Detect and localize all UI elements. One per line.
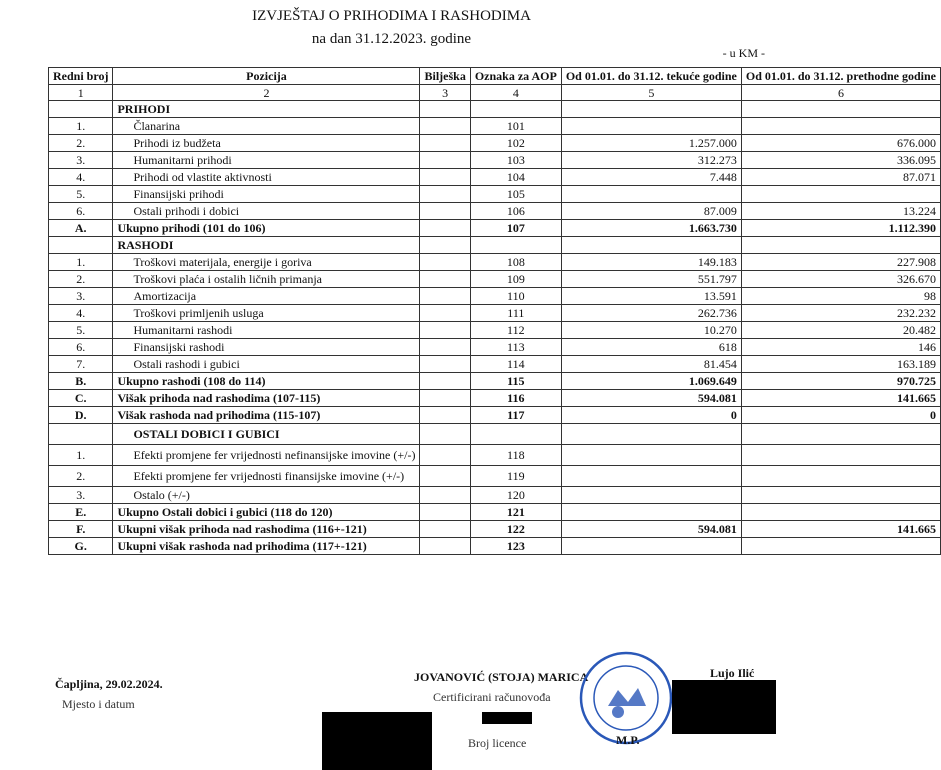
row-aop: 114 (470, 356, 561, 373)
row-aop: 102 (470, 135, 561, 152)
table-body (49, 101, 941, 555)
row-note (420, 288, 470, 305)
row-number: G. (49, 538, 113, 555)
accountant-name: JOVANOVIĆ (STOJA) MARICA (414, 670, 589, 684)
row-previous-year (741, 101, 940, 118)
currency-unit: - u KM - (722, 46, 765, 60)
row-previous-year: 163.189 (741, 356, 940, 373)
row-position: Troškovi plaća i ostalih ličnih primanja (113, 271, 420, 288)
row-aop: 108 (470, 254, 561, 271)
table-row (49, 538, 941, 555)
row-previous-year (741, 504, 940, 521)
row-position: Ostali prihodi i dobici (113, 203, 420, 220)
row-number: 6. (49, 339, 113, 356)
row-position: Amortizacija (113, 288, 420, 305)
row-current-year: 87.009 (561, 203, 741, 220)
row-position: Efekti promjene fer vrijednosti nefinansijske imovine (+/-) (113, 445, 420, 466)
row-note (420, 152, 470, 169)
row-number: 3. (49, 152, 113, 169)
row-note (420, 220, 470, 237)
row-position: Finansijski rashodi (113, 339, 420, 356)
col-header-current-year: Od 01.01. do 31.12. tekuće godine (561, 68, 741, 85)
table-row (49, 152, 941, 169)
row-previous-year (741, 445, 940, 466)
director-name: Lujo Ilić (710, 666, 755, 680)
table-row (49, 445, 941, 466)
row-current-year: 618 (561, 339, 741, 356)
row-number: 4. (49, 169, 113, 186)
row-current-year: 594.081 (561, 521, 741, 538)
row-note (420, 271, 470, 288)
table-row (49, 101, 941, 118)
row-aop: 105 (470, 186, 561, 203)
table-row (49, 135, 941, 152)
row-current-year: 551.797 (561, 271, 741, 288)
row-aop: 104 (470, 169, 561, 186)
table-row (49, 288, 941, 305)
col-number: 5 (561, 85, 741, 101)
row-position: Višak prihoda nad rashodima (107-115) (113, 390, 420, 407)
row-previous-year (741, 466, 940, 487)
table-row (49, 203, 941, 220)
row-note (420, 407, 470, 424)
table-row (49, 390, 941, 407)
row-number: 1. (49, 118, 113, 135)
row-previous-year: 970.725 (741, 373, 940, 390)
table-header-row (49, 68, 941, 85)
row-current-year (561, 118, 741, 135)
row-previous-year: 1.112.390 (741, 220, 940, 237)
row-note (420, 504, 470, 521)
row-position: Ukupno prihodi (101 do 106) (113, 220, 420, 237)
row-aop: 118 (470, 445, 561, 466)
row-note (420, 487, 470, 504)
row-note (420, 390, 470, 407)
table-row (49, 322, 941, 339)
table-row (49, 424, 941, 445)
row-current-year (561, 424, 741, 445)
row-aop: 120 (470, 487, 561, 504)
col-number: 2 (113, 85, 420, 101)
row-current-year: 0 (561, 407, 741, 424)
row-current-year: 1.257.000 (561, 135, 741, 152)
row-number: 1. (49, 254, 113, 271)
row-previous-year: 141.665 (741, 521, 940, 538)
row-previous-year: 336.095 (741, 152, 940, 169)
row-position: Ostali rashodi i gubici (113, 356, 420, 373)
row-note (420, 203, 470, 220)
row-number (49, 237, 113, 254)
col-header-note: Bilješka (420, 68, 470, 85)
row-aop: 112 (470, 322, 561, 339)
table-row (49, 254, 941, 271)
table-row (49, 118, 941, 135)
row-previous-year: 13.224 (741, 203, 940, 220)
row-position: Troškovi materijala, energije i goriva (113, 254, 420, 271)
table-row (49, 271, 941, 288)
row-aop (470, 101, 561, 118)
row-note (420, 445, 470, 466)
row-aop: 122 (470, 521, 561, 538)
row-previous-year: 146 (741, 339, 940, 356)
row-note (420, 424, 470, 445)
row-current-year (561, 445, 741, 466)
row-position: Efekti promjene fer vrijednosti finansijske imovine (+/-) (113, 466, 420, 487)
row-note (420, 538, 470, 555)
row-current-year: 13.591 (561, 288, 741, 305)
row-number (49, 101, 113, 118)
row-previous-year (741, 186, 940, 203)
row-aop: 103 (470, 152, 561, 169)
row-previous-year: 232.232 (741, 305, 940, 322)
row-aop: 107 (470, 220, 561, 237)
col-number: 1 (49, 85, 113, 101)
table-row (49, 339, 941, 356)
row-number: 3. (49, 487, 113, 504)
row-number: 3. (49, 288, 113, 305)
row-previous-year: 326.670 (741, 271, 940, 288)
row-note (420, 322, 470, 339)
row-note (420, 356, 470, 373)
row-note (420, 169, 470, 186)
col-number: 4 (470, 85, 561, 101)
row-current-year (561, 538, 741, 555)
row-aop: 106 (470, 203, 561, 220)
row-previous-year (741, 487, 940, 504)
row-aop: 110 (470, 288, 561, 305)
row-number: B. (49, 373, 113, 390)
row-number (49, 424, 113, 445)
row-current-year: 1.069.649 (561, 373, 741, 390)
row-note (420, 101, 470, 118)
mp-label: M.P. (616, 733, 640, 747)
row-aop: 101 (470, 118, 561, 135)
col-number: 6 (741, 85, 940, 101)
row-previous-year: 20.482 (741, 322, 940, 339)
row-aop: 119 (470, 466, 561, 487)
row-note (420, 135, 470, 152)
row-previous-year: 141.665 (741, 390, 940, 407)
club-stamp (578, 650, 674, 746)
row-number: F. (49, 521, 113, 538)
column-number-row (49, 85, 941, 101)
table-row (49, 373, 941, 390)
row-current-year: 594.081 (561, 390, 741, 407)
row-previous-year (741, 538, 940, 555)
table-row (49, 237, 941, 254)
row-number: 6. (49, 203, 113, 220)
row-current-year: 81.454 (561, 356, 741, 373)
row-current-year: 312.273 (561, 152, 741, 169)
row-number: C. (49, 390, 113, 407)
row-aop: 116 (470, 390, 561, 407)
redaction-box (672, 680, 776, 734)
row-current-year: 262.736 (561, 305, 741, 322)
row-position: Prihodi od vlastite aktivnosti (113, 169, 420, 186)
row-number: E. (49, 504, 113, 521)
table-row (49, 487, 941, 504)
row-current-year (561, 101, 741, 118)
row-number: 7. (49, 356, 113, 373)
report-title: IZVJEŠTAJ O PRIHODIMA I RASHODIMA (252, 8, 531, 24)
row-aop: 121 (470, 504, 561, 521)
col-number: 3 (420, 85, 470, 101)
redaction-box (482, 712, 532, 724)
row-number: 2. (49, 271, 113, 288)
row-aop: 123 (470, 538, 561, 555)
row-previous-year: 87.071 (741, 169, 940, 186)
col-header-aop: Oznaka za AOP (470, 68, 561, 85)
row-aop: 115 (470, 373, 561, 390)
row-aop: 117 (470, 407, 561, 424)
row-position: RASHODI (113, 237, 420, 254)
row-note (420, 254, 470, 271)
row-number: 5. (49, 322, 113, 339)
col-header-previous-year: Od 01.01. do 31.12. prethodne godine (741, 68, 940, 85)
row-position: Finansijski prihodi (113, 186, 420, 203)
row-number: A. (49, 220, 113, 237)
accountant-title: Certificirani računovođa (433, 690, 551, 704)
row-number: D. (49, 407, 113, 424)
row-aop: 109 (470, 271, 561, 288)
row-note (420, 186, 470, 203)
col-header-position: Pozicija (113, 68, 420, 85)
row-number: 5. (49, 186, 113, 203)
row-position: Troškovi primljenih usluga (113, 305, 420, 322)
row-aop (470, 237, 561, 254)
row-position: OSTALI DOBICI I GUBICI (113, 424, 420, 445)
row-current-year (561, 186, 741, 203)
table-row (49, 305, 941, 322)
row-position: Ukupno Ostali dobici i gubici (118 do 120) (113, 504, 420, 521)
row-aop: 113 (470, 339, 561, 356)
row-current-year (561, 487, 741, 504)
row-note (420, 118, 470, 135)
table-row (49, 521, 941, 538)
row-number: 1. (49, 445, 113, 466)
row-position: Ukupni višak prihoda nad rashodima (116+-121) (113, 521, 420, 538)
row-position: Ukupni višak rashoda nad prihodima (117+-121) (113, 538, 420, 555)
row-note (420, 373, 470, 390)
license-label: Broj licence (468, 736, 527, 750)
row-current-year (561, 504, 741, 521)
row-note (420, 521, 470, 538)
redaction-box (322, 712, 432, 770)
row-current-year: 149.183 (561, 254, 741, 271)
row-aop (470, 424, 561, 445)
table-row (49, 220, 941, 237)
place-date: Čapljina, 29.02.2024. (55, 677, 163, 691)
row-aop: 111 (470, 305, 561, 322)
row-previous-year: 227.908 (741, 254, 940, 271)
table-row (49, 407, 941, 424)
row-current-year: 7.448 (561, 169, 741, 186)
row-note (420, 466, 470, 487)
table-row (49, 169, 941, 186)
table-row (49, 504, 941, 521)
row-previous-year (741, 237, 940, 254)
row-position: Humanitarni rashodi (113, 322, 420, 339)
table-row (49, 356, 941, 373)
row-current-year: 10.270 (561, 322, 741, 339)
row-previous-year: 0 (741, 407, 940, 424)
row-position: Članarina (113, 118, 420, 135)
row-note (420, 305, 470, 322)
row-previous-year (741, 424, 940, 445)
col-header-no: Redni broj (49, 68, 113, 85)
row-position: PRIHODI (113, 101, 420, 118)
income-expense-table (48, 67, 941, 555)
row-current-year (561, 237, 741, 254)
row-position: Humanitarni prihodi (113, 152, 420, 169)
row-number: 2. (49, 466, 113, 487)
table-row (49, 466, 941, 487)
row-previous-year: 98 (741, 288, 940, 305)
table-row (49, 186, 941, 203)
row-position: Višak rashoda nad prihodima (115-107) (113, 407, 420, 424)
row-previous-year: 676.000 (741, 135, 940, 152)
row-current-year: 1.663.730 (561, 220, 741, 237)
row-position: Prihodi iz budžeta (113, 135, 420, 152)
report-date: na dan 31.12.2023. godine (311, 31, 472, 47)
row-previous-year (741, 118, 940, 135)
row-position: Ukupno rashodi (108 do 114) (113, 373, 420, 390)
row-note (420, 339, 470, 356)
place-date-label: Mjesto i datum (62, 697, 135, 711)
row-number: 4. (49, 305, 113, 322)
row-position: Ostalo (+/-) (113, 487, 420, 504)
row-note (420, 237, 470, 254)
row-number: 2. (49, 135, 113, 152)
row-current-year (561, 466, 741, 487)
